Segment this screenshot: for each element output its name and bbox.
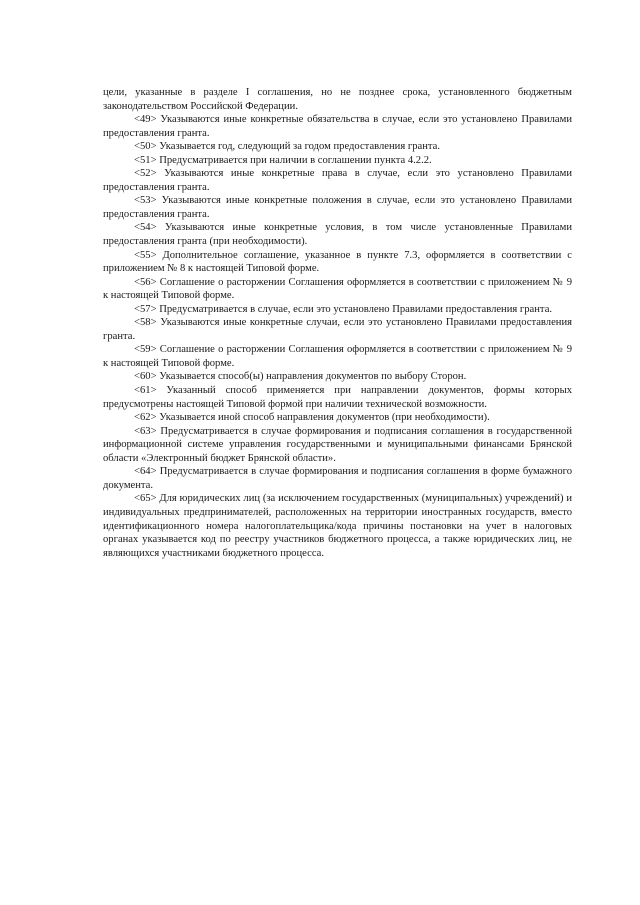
- footnote-64: <64> Предусматривается в случае формирования и подписания соглашения в форме бумажного документа.: [103, 466, 572, 491]
- footnote-57: <57> Предусматривается в случае, если это установлено Правилами предоставления гранта.: [134, 303, 553, 315]
- footnote-53: <53> Указываются иные конкретные положения в случае, если это установлено Правилами предоставления гранта.: [103, 195, 572, 220]
- paragraph-continuation: цели, указанные в разделе I соглашения, но не позднее срока, установленного бюджетным законодательством Российской Федерации.: [103, 87, 572, 112]
- footnote-62: <62> Указывается иной способ направления документов (при необходимости).: [134, 412, 490, 424]
- footnote-50: <50> Указывается год, следующий за годом предоставления гранта.: [134, 141, 440, 153]
- footnote-51: <51> Предусматривается при наличии в соглашении пункта 4.2.2.: [134, 154, 432, 166]
- footnote-54: <54> Указываются иные конкретные условия, в том числе установленные Правилами предоставления гранта (при необходимости).: [103, 222, 572, 248]
- footnote-65: <65> Для юридических лиц (за исключением государственных (муниципальных) учреждений) и индивидуальных предпринимателей, расположенных на территории иностранных государств, вместо идентификационного номера налогоплательщика/кода причины постановки на учет в налоговых органах указывается код по реестру участников бюджетного процесса, а также юридических лиц, не являющихся участниками бюджетного процесса.: [103, 493, 572, 559]
- footnote-61: <61> Указанный способ применяется при направлении документов, формы которых предусмотрены настоящей Типовой формой при наличии технической возможности.: [103, 385, 572, 410]
- footnote-59: <59> Соглашение о расторжении Соглашения оформляется в соответствии с приложением № 9 к настоящей Типовой форме.: [103, 344, 572, 369]
- footnote-56: <56> Соглашение о расторжении Соглашения оформляется в соответствии с приложением № 9 к настоящей Типовой форме.: [103, 276, 572, 302]
- footnotes-text-block: [103, 86, 572, 560]
- footnote-60: <60> Указывается способ(ы) направления документов по выбору Сторон.: [134, 371, 467, 383]
- footnote-58: <58> Указываются иные конкретные случаи, если это установлено Правилами предоставления гранта.: [103, 317, 572, 342]
- footnote-52: <52> Указываются иные конкретные права в случае, если это установлено Правилами предоставления гранта.: [103, 168, 572, 193]
- footnote-55: <55> Дополнительное соглашение, указанное в пункте 7.3, оформляется в соответствии с приложением № 8 к настоящей Типовой форме.: [103, 249, 572, 275]
- footnote-63: <63> Предусматривается в случае формирования и подписания соглашения в государственной информационной системе управления государственными и муниципальными финансами Брянской области «Электронный бюджет Брянской области».: [103, 425, 572, 464]
- footnote-49: <49> Указываются иные конкретные обязательства в случае, если это установлено Правилами предоставления гранта.: [103, 114, 572, 139]
